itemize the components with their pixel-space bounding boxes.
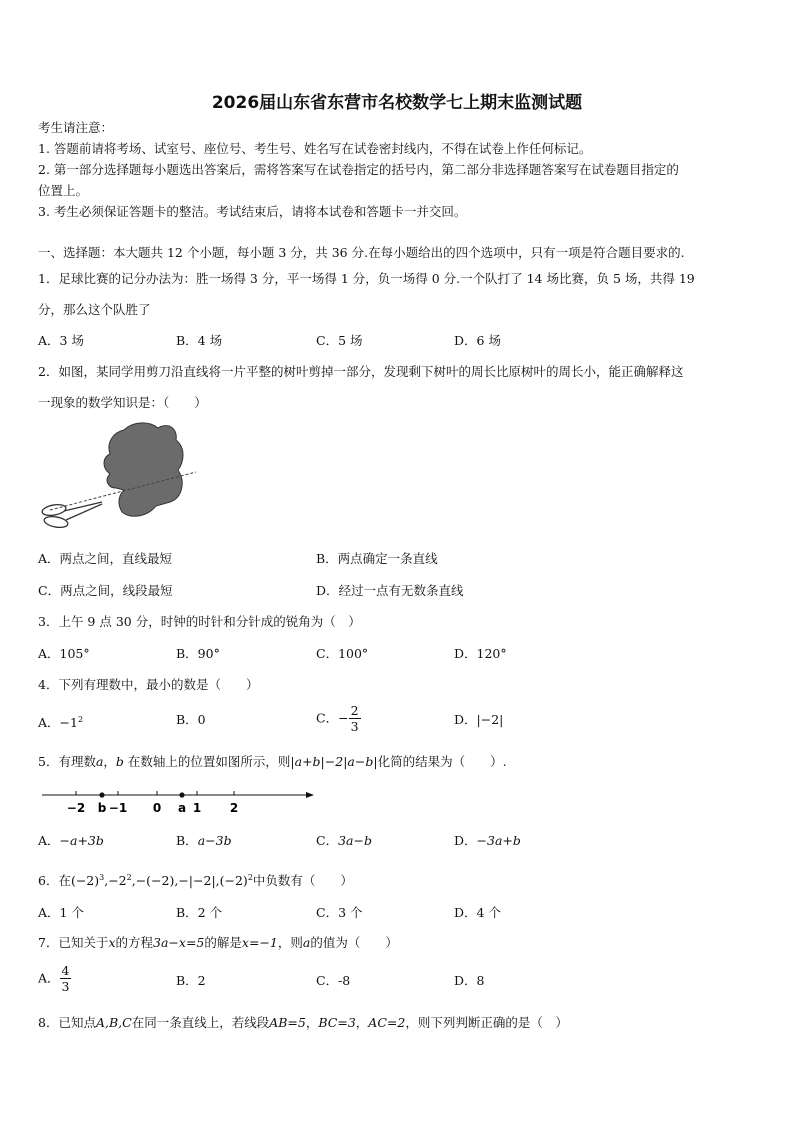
q6-option-b: B．2 个 [176,905,223,920]
question-5-stem [38,754,507,770]
q5-text-c: 化简的结果为（ ）. [377,754,507,769]
q6-exp-1: 3 [99,873,105,882]
question-4-stem: 4．下列有理数中，最小的数是（ ） [38,677,259,692]
q5-option-a-label: A． [38,833,60,848]
q4-option-d-value: |−2| [476,712,504,727]
q5-sep: ， [103,754,116,769]
q7-var-x: x [108,935,116,950]
q7-solution: x=−1 [241,935,278,950]
q5-option-c [316,833,372,849]
q6-option-c: C．3 个 [316,905,363,920]
q7-prefix: 7．已知关于 [38,935,109,950]
q4-option-a-value: −1 [59,715,78,731]
question-7-stem [38,935,398,951]
q4-option-c-sign: − [338,710,349,726]
q4-option-d-label: D． [454,712,477,727]
q4-option-a-exponent: 2 [77,715,84,724]
q7-option-b: B．2 [176,973,206,988]
q6-expr-1: (−2) [70,873,100,889]
q1-option-a: A．3 场 [38,333,84,348]
q7-mid1: 的方程 [115,935,154,950]
q5-option-a [38,833,104,849]
q6-option-a: A．1 个 [38,905,84,920]
q3-option-c: C．100° [316,646,369,661]
q5-text-b: 在数轴上的位置如图所示，则 [123,754,291,769]
question-2-stem-cont: 一现象的数学知识是：（ ） [38,395,207,410]
q6-suffix: 中负数有（ ） [252,873,353,889]
q2-option-c: C．两点之间，线段最短 [38,583,173,598]
question-1-stem: 1．足球比赛的记分办法为：胜一场得 3 分，平一场得 1 分，负一场得 0 分.一个队打了 14 场比赛，负 5 场，共得 19 [38,271,695,286]
q4-option-c [316,703,361,734]
q5-option-d-label: D． [454,833,477,848]
q8-points: A,B,C [95,1015,132,1030]
q8-prefix: 8．已知点 [38,1015,96,1030]
leaf-shape [104,423,183,516]
q6-exp-2: 2 [126,873,132,882]
scissors-icon [41,502,102,529]
q5-option-c-label: C． [316,833,339,848]
q7-option-a [38,963,71,994]
fraction-numerator: 2 [350,703,359,718]
q7-option-c: C．-8 [316,973,351,988]
q1-option-d: D．6 场 [454,333,501,348]
number-line-figure [40,785,320,821]
q3-option-b: B．90° [176,646,220,661]
q8-sep2: ， [355,1015,369,1030]
q3-option-d: D．120° [454,646,507,661]
q4-option-c-label: C． [316,710,339,726]
q6-expr-2: ,−2 [104,873,127,889]
page-title: 2026届山东省东营市名校数学七上期末监测试题 [211,93,583,113]
q7-var-a: a [302,935,311,950]
q7-equation: 3a−x=5 [153,935,205,950]
q8-ac: AC=2 [368,1015,406,1030]
q4-option-a [38,712,83,731]
q7-suffix: 的值为（ ） [310,935,398,950]
fraction-numerator: 4 [61,963,70,978]
q6-exp-3: 2 [247,873,253,882]
notice-item-2-cont: 位置上。 [38,183,89,198]
notice-item-3: 3. 考生必须保证答题卡的整洁。考试结束后，请将本试卷和答题卡一并交回。 [38,204,467,219]
number-line-tick-label: −2 [66,801,86,815]
question-3-stem: 3．上午 9 点 30 分，时钟的时针和分针成的锐角为（ ） [38,614,361,629]
q5-option-d-value: −3a+b [476,833,521,848]
q6-prefix: 6．在 [38,873,71,889]
q5-option-a-value: −a+3b [59,833,104,848]
q7-mid2: 的解是 [204,935,242,950]
notice-heading: 考生请注意： [38,120,114,135]
q7-option-a-label: A． [38,970,60,986]
q5-expression: |a+b|−2|a−b| [290,754,378,769]
q8-mid1: 在同一条直线上，若线段 [131,1015,270,1030]
q2-option-b: B．两点确定一条直线 [316,551,438,566]
number-line-tick-label: 1 [192,801,202,815]
q8-bc: BC=3 [318,1015,356,1030]
q7-mid3: ，则 [277,935,303,950]
q2-option-d: D．经过一点有无数条直线 [316,583,464,598]
q5-option-b-label: B． [176,833,198,848]
number-line-point [179,792,184,797]
notice-item-2: 2. 第一部分选择题每小题选出答案后，需将答案写在试卷指定的括号内，第二部分非选择题答案写在试卷题目指定的 [38,162,679,177]
q4-option-d [454,712,503,728]
q2-option-a: A．两点之间，直线最短 [38,551,173,566]
notice-item-1: 1. 答题前请将考场、试室号、座位号、考生号、姓名写在试卷密封线内，不得在试卷上作任何标记。 [38,141,592,156]
q5-option-b-value: a−3b [197,833,232,848]
q8-suffix: ，则下列判断正确的是（ ） [405,1015,568,1030]
fraction-denominator: 3 [350,719,359,734]
q4-option-c-fraction [349,703,361,734]
q5-var-b: b [115,754,124,769]
q7-option-d: D．8 [454,973,485,988]
q5-var-a: a [95,754,104,769]
q6-expr-3: ,−(−2),−|−2|,(−2) [131,873,248,889]
q5-text-a: 5．有理数 [38,754,96,769]
number-line-tick-label: −1 [108,801,128,815]
section-heading: 一、选择题：本大题共 12 个小题，每小题 3 分，共 36 分.在每小题给出的四个选项中，只有一项是符合题目要求的. [38,245,685,260]
question-8-stem [38,1015,568,1031]
q5-option-b [176,833,232,849]
q6-option-d: D．4 个 [454,905,501,920]
q5-option-d [454,833,521,849]
leaf-scissors-figure [36,418,206,536]
number-line-tick-label: 0 [152,801,162,815]
q4-option-a-label: A． [38,715,60,731]
q1-option-b: B．4 场 [176,333,223,348]
number-line-tick-label: 2 [229,801,239,815]
question-1-stem-cont: 分，那么这个队胜了 [38,302,151,317]
q7-option-a-fraction [60,963,72,994]
q5-option-c-value: 3a−b [338,833,372,848]
q8-sep1: ， [305,1015,319,1030]
q3-option-a: A．105° [38,646,90,661]
question-2-stem: 2．如图，某同学用剪刀沿直线将一片平整的树叶剪掉一部分，发现剩下树叶的周长比原树叶的周长小，能正确解释这 [38,364,684,379]
fraction-denominator: 3 [61,979,70,994]
number-line-point-label: b [97,801,107,815]
question-6-stem [38,870,353,889]
number-line-point [99,792,104,797]
number-line-arrow [306,792,314,798]
q1-option-c: C．5 场 [316,333,363,348]
q8-ab: AB=5 [269,1015,306,1030]
q4-option-b: B．0 [176,712,206,727]
number-line-point-label: a [177,801,187,815]
